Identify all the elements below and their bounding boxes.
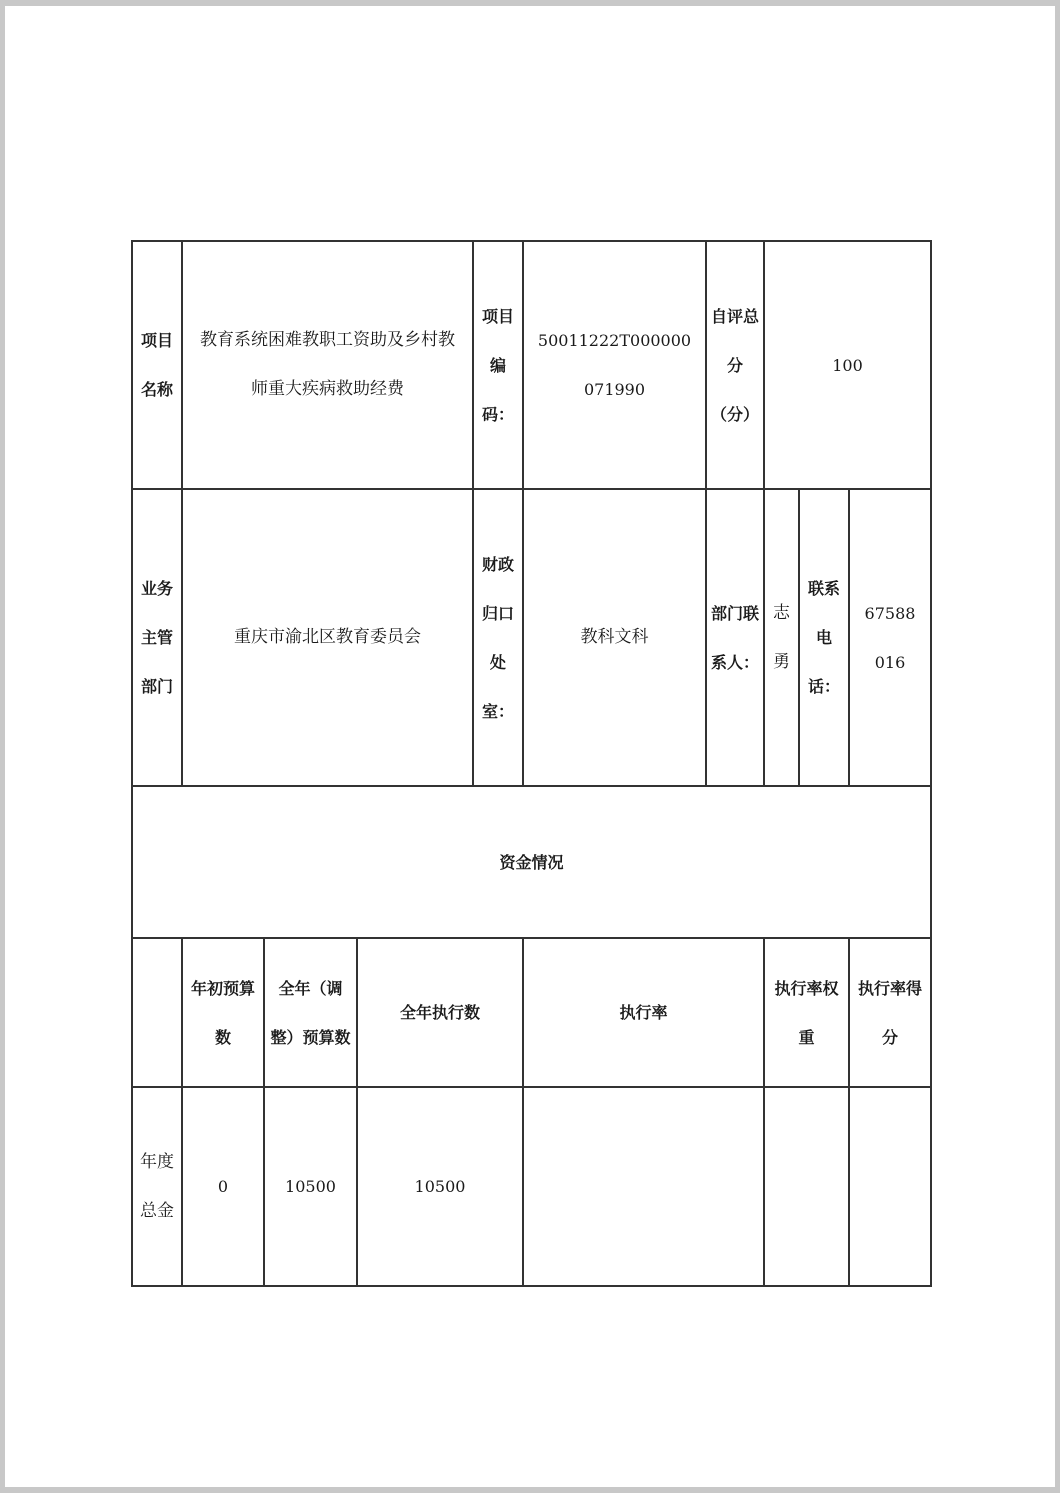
funding-header-row: [132, 938, 931, 1087]
project-code-value: 50011222T000000071990: [523, 241, 706, 489]
contact-person-value: 志勇: [764, 489, 799, 786]
row-total-initial-budget: 0: [182, 1087, 264, 1286]
finance-office-label: 财政归口处室：: [473, 489, 523, 786]
header-adjusted-budget: 全年（调整）预算数: [264, 938, 357, 1087]
project-code-label: 项目编码：: [473, 241, 523, 489]
header-score: 执行率得分: [849, 938, 931, 1087]
dept-label: 业务主管部门: [132, 489, 182, 786]
header-rate: 执行率: [523, 938, 764, 1087]
contact-person-label: 部门联系人：: [706, 489, 764, 786]
project-name-value: 教育系统困难教职工资助及乡村教师重大疾病救助经费: [182, 241, 473, 489]
contact-phone-label: 联系电话：: [799, 489, 849, 786]
header-empty-cell: [132, 938, 182, 1087]
row-total-label: 年度总金: [132, 1087, 182, 1286]
section-row: [132, 786, 931, 938]
funding-total-row: [132, 1087, 931, 1286]
department-row: [132, 489, 931, 786]
project-name-label: 项目名称: [132, 241, 182, 489]
dept-value: 重庆市渝北区教育委员会: [182, 489, 473, 786]
row-total-weight: [764, 1087, 849, 1286]
document-page: [5, 6, 1055, 1487]
row-total-score: [849, 1087, 931, 1286]
row-total-rate: [523, 1087, 764, 1286]
header-initial-budget: 年初预算数: [182, 938, 264, 1087]
performance-evaluation-table: [131, 240, 932, 1287]
finance-office-value: 教科文科: [523, 489, 706, 786]
header-weight: 执行率权重: [764, 938, 849, 1087]
contact-phone-value: 67588016: [849, 489, 931, 786]
section-title: 资金情况: [132, 786, 931, 938]
self-score-value: 100: [764, 241, 931, 489]
row-total-executed: 10500: [357, 1087, 523, 1286]
self-score-label: 自评总分（分）: [706, 241, 764, 489]
row-total-adjusted-budget: 10500: [264, 1087, 357, 1286]
header-executed: 全年执行数: [357, 938, 523, 1087]
project-row: [132, 241, 931, 489]
